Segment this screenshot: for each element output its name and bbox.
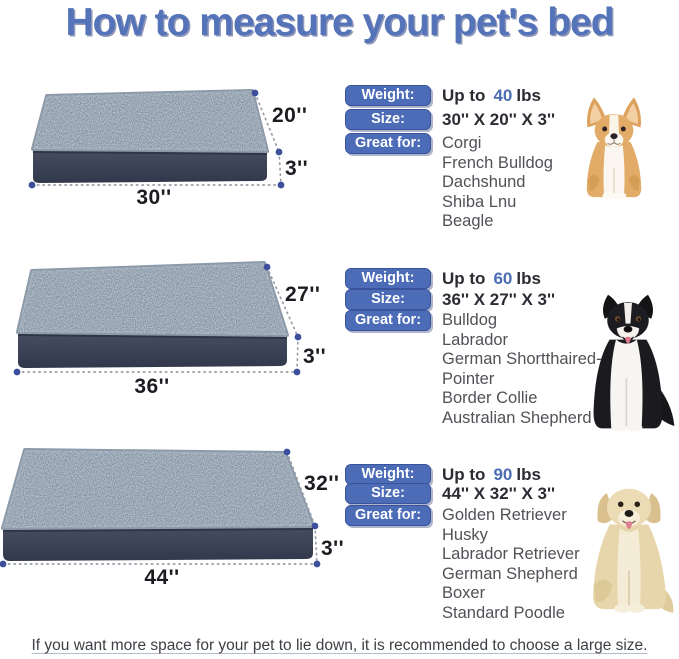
breed-item: Labrador Retriever bbox=[442, 545, 580, 563]
weight-label-pill: Weight: bbox=[345, 464, 431, 485]
great-for-label-pill: Great for: bbox=[345, 505, 431, 526]
breed-item: Standard Poodle bbox=[442, 603, 565, 622]
size-label-pill: Size: bbox=[345, 289, 431, 310]
size-value: 44'' X 32'' X 3'' bbox=[442, 484, 556, 503]
breed-item: Corgi bbox=[442, 134, 482, 152]
breed-list bbox=[442, 505, 580, 623]
weight-row-small bbox=[345, 85, 541, 106]
border-collie-image bbox=[584, 290, 676, 438]
great-for-label-pill: Great for: bbox=[345, 133, 431, 154]
weight-row-large bbox=[345, 464, 541, 485]
breed-item: Husky bbox=[442, 525, 488, 544]
breed-item: Shiba Lnu bbox=[442, 192, 517, 211]
width-dimension-label: 30'' bbox=[136, 186, 172, 209]
weight-label-pill: Weight: bbox=[345, 85, 431, 106]
size-label-pill: Size: bbox=[345, 483, 431, 504]
width-dimension-label: 36'' bbox=[134, 375, 170, 398]
weight-value: Up to 60 lbs bbox=[442, 269, 541, 288]
breed-item: German Shortthaired- bbox=[442, 350, 602, 368]
great-for-row-medium bbox=[345, 310, 602, 428]
breed-item: Border Collie bbox=[442, 389, 538, 407]
footer-note: If you want more space for your pet to lie down, it is recommended to choose a large size. bbox=[31, 637, 648, 654]
great-for-row-small bbox=[345, 133, 553, 232]
weight-row-medium bbox=[345, 268, 541, 289]
breed-item: Beagle bbox=[442, 212, 494, 230]
size-value: 36'' X 27'' X 3'' bbox=[442, 290, 556, 309]
great-for-row-large bbox=[345, 505, 580, 623]
height-dimension-label: 3'' bbox=[321, 537, 345, 560]
bed-image-medium bbox=[0, 253, 330, 381]
page-title: How to measure your pet's bed bbox=[65, 1, 614, 44]
corgi-image bbox=[578, 96, 650, 200]
depth-dimension-label: 20'' bbox=[272, 104, 308, 127]
size-row-medium bbox=[345, 289, 555, 310]
breed-item: Bulldog bbox=[442, 311, 498, 329]
weight-value: Up to 40 lbs bbox=[442, 86, 541, 105]
golden-retriever-image bbox=[583, 478, 675, 617]
breed-item: Pointer bbox=[442, 369, 495, 388]
bed-image-large bbox=[0, 441, 340, 573]
height-dimension-label: 3'' bbox=[285, 157, 309, 180]
size-row-small bbox=[345, 109, 555, 130]
weight-label-pill: Weight: bbox=[345, 268, 431, 289]
great-for-label-pill: Great for: bbox=[345, 310, 431, 331]
breed-list bbox=[442, 133, 553, 232]
depth-dimension-label: 32'' bbox=[304, 472, 340, 495]
size-label-pill: Size: bbox=[345, 109, 431, 130]
breed-list bbox=[442, 310, 602, 428]
breed-item: French Bulldog bbox=[442, 153, 553, 172]
depth-dimension-label: 27'' bbox=[285, 283, 321, 306]
breed-item: Boxer bbox=[442, 584, 486, 602]
breed-item: Labrador bbox=[442, 330, 509, 349]
breed-item: German Shepherd bbox=[442, 564, 578, 583]
height-dimension-label: 3'' bbox=[303, 345, 327, 368]
size-value: 30'' X 20'' X 3'' bbox=[442, 110, 556, 129]
breed-item: Australian Shepherd bbox=[442, 408, 592, 427]
weight-value: Up to 90 lbs bbox=[442, 465, 541, 484]
width-dimension-label: 44'' bbox=[144, 566, 180, 589]
size-row-large bbox=[345, 483, 555, 504]
breed-item: Dachshund bbox=[442, 173, 526, 191]
breed-item: Golden Retriever bbox=[442, 506, 567, 524]
